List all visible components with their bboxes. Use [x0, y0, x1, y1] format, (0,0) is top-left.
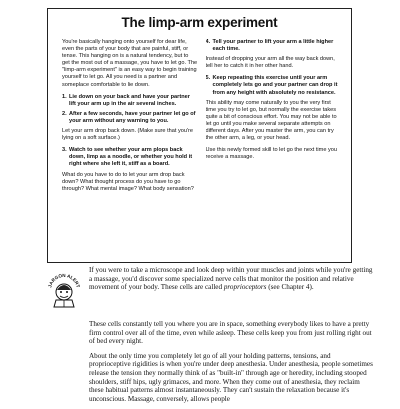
step-text: Keep repeating this exercise until your arm completely lets go and your partner can drop it from any height with absolutely no resistance. [212, 75, 338, 96]
step-text: After a few seconds, have your partner let go of your arm without any warning to you. [69, 110, 196, 124]
step-4 [206, 39, 342, 53]
step-note: What do you have to do to let your arm drop back down? What thought process do you have to go through? What mental image? What body sensation? [62, 171, 194, 192]
step-text: Tell your partner to lift your arm a little higher each time. [212, 39, 334, 53]
paragraph-proprioceptors [89, 266, 373, 292]
step-number: 4. [205, 39, 211, 45]
step-text: Lie down on your back and have your partner lift your arm up in the air several inches. [69, 93, 190, 107]
box-column-left [62, 39, 198, 256]
step-1 [62, 94, 198, 108]
jargon-paragraph [89, 266, 373, 298]
body-text [89, 320, 373, 409]
step-3 [62, 147, 198, 168]
box-columns [62, 39, 341, 256]
step-number: 5. [205, 75, 211, 82]
term-proprioceptors: proprioceptors [223, 283, 267, 292]
box-title: The limp-arm experiment [121, 15, 278, 30]
box-column-right [206, 39, 342, 256]
sidebar-box [47, 8, 352, 263]
jargon-alert-icon [46, 268, 82, 308]
text-run: If you were to take a microscope and look deep within your muscles and joints while you're getting a massage, you'd discover some specialized nerve cells that monitor the position and relative movement of your body. These cells are called [89, 266, 373, 292]
step-5 [206, 75, 342, 96]
step-text: Watch to see whether your arm plops back down, limp as a noodle, or whether you hold it right where she left it, stiff as a board. [69, 147, 193, 168]
step-number: 3. [62, 147, 67, 154]
step-number: 2. [62, 110, 67, 117]
paragraph: About the only time you completely let go of all your holding patterns, tensions, and proprioceptive rigidities is when you're under deep anesthesia. Under anesthesia, people sometimes release the tension they normally think of as "built-in" through age or heredity, including stooped shoulders, stiff hips, ugly grimaces, and more. When they come out of anesthesia, they reclaim these habitual patterns almost instantaneously. They can't sustain the relaxation because it's unconscious. Massage, conversely, allows people [89, 351, 373, 403]
step-number: 1. [62, 93, 67, 100]
paragraph: These cells constantly tell you where you are in space, something everybody likes to have a pretty firm control over all of the time, even while asleep. These cells keep you from just rolling right out of bed every night. [89, 320, 372, 346]
text-run: (see Chapter 4). [266, 283, 314, 292]
step-note: Instead of dropping your arm all the way back down, tell her to catch it in her other hand. [205, 56, 335, 70]
step-note: Let your arm drop back down. (Make sure that you're lying on a soft surface.) [62, 128, 194, 142]
box-outro: Use this newly formed skill to let go the next time you receive a massage. [205, 147, 338, 161]
step-note: This ability may come naturally to you the very first time you try to let go, but normally the exercise takes quite a bit of conscious effort. You may not be able to let go until you make several separate attempts on different days. After you master the arm, you can try the other arm, a leg, or your head. [205, 99, 337, 142]
jargon-alert-label: JARGON ALERT [47, 272, 81, 289]
step-2 [62, 111, 198, 125]
box-intro: You're basically hanging onto yourself for dear life, even the parts of your body that are painful, stiff, or tense. This hanging on is a natural tendency, but to get the most out of a massage, you have to let go. The "limp-arm experiment" is an easy way to begin training yourself to let go. All you need is a partner and someplace comfortable to lie down. [62, 39, 198, 88]
